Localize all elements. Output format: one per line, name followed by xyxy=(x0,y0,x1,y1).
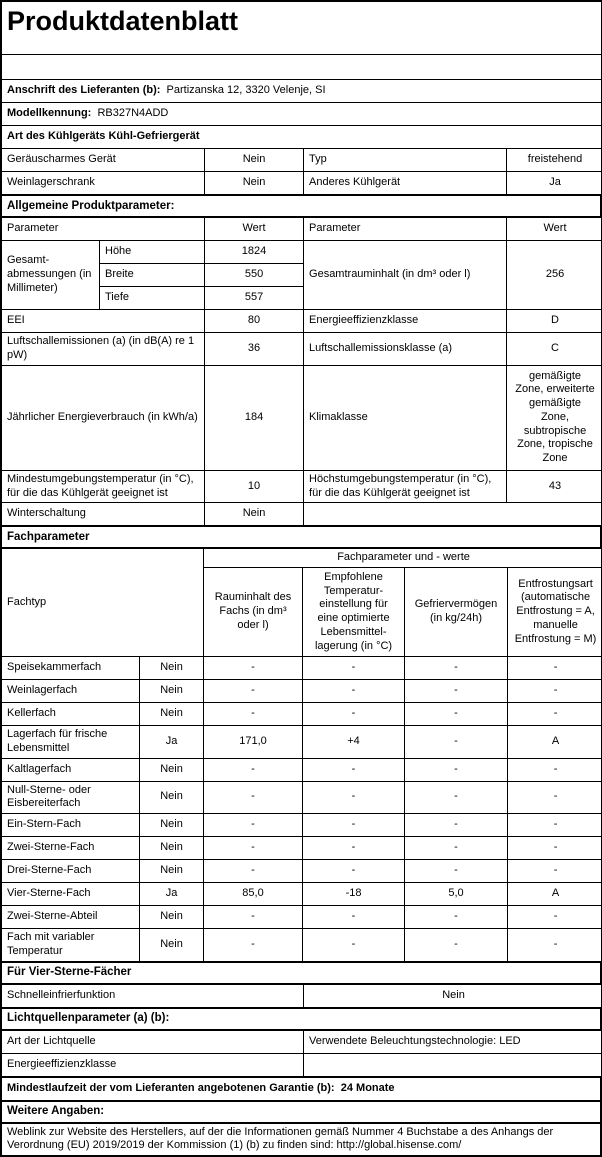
compartment-name: Vier-Sterne-Fach xyxy=(2,883,140,906)
supplier-value: Partizanska 12, 3320 Velenje, SI xyxy=(167,84,326,96)
param-label-cell: Klimaklasse xyxy=(304,365,507,470)
dimension-value: 550 xyxy=(205,264,304,287)
supplier-cell xyxy=(2,80,602,103)
param-value-cell: 10 xyxy=(205,470,304,503)
param-label-cell: Typ xyxy=(304,149,507,172)
compartment-temp: - xyxy=(303,758,405,781)
compartment-defrost: - xyxy=(508,703,602,726)
fach-section-header xyxy=(1,526,601,548)
param-label-cell: Art der Lichtquelle xyxy=(2,1030,304,1053)
compartment-volume: - xyxy=(204,837,303,860)
compartment-present: Nein xyxy=(140,680,204,703)
param-label-cell: Schnelleinfrierfunktion xyxy=(2,984,304,1007)
table-row xyxy=(2,860,602,883)
param-label-cell: Mindestumgebungstemperatur (in °C), für die das Kühlgerät geeignet ist xyxy=(2,470,205,503)
light-section-header xyxy=(1,1008,601,1030)
param-label-cell: Weinlagerschrank xyxy=(2,172,205,195)
compartment-freeze: - xyxy=(405,680,508,703)
section-title: Allgemeine Produktparameter: xyxy=(2,196,601,217)
more-info-table xyxy=(1,1123,601,1157)
compartment-volume: - xyxy=(204,814,303,837)
param-value-cell: 80 xyxy=(205,310,304,333)
column-header: Parameter xyxy=(304,218,507,241)
warranty-value: 24 Monate xyxy=(341,1082,395,1094)
compartment-volume: - xyxy=(204,703,303,726)
compartment-freeze: - xyxy=(405,781,508,814)
compartment-defrost: - xyxy=(508,837,602,860)
compartment-temp: - xyxy=(303,703,405,726)
compartment-temp: +4 xyxy=(303,726,405,759)
compartment-present: Nein xyxy=(140,657,204,680)
compartment-freeze: - xyxy=(405,657,508,680)
section-header-row xyxy=(2,1101,601,1122)
page-title: Produktdatenblatt xyxy=(2,2,602,55)
compartment-present: Nein xyxy=(140,781,204,814)
table-row xyxy=(2,883,602,906)
compartment-name: Weinlagerfach xyxy=(2,680,140,703)
compartment-freeze: - xyxy=(405,906,508,929)
empty-cell xyxy=(304,503,602,526)
table-row xyxy=(2,365,602,470)
compartment-present: Ja xyxy=(140,883,204,906)
compartment-freeze: - xyxy=(405,703,508,726)
compartment-temp: - xyxy=(303,657,405,680)
general-params-table xyxy=(1,217,602,526)
volume-value: 256 xyxy=(507,241,602,310)
column-header: Gefriervermögen (in kg/24h) xyxy=(405,568,508,657)
dimension-value: 1824 xyxy=(205,241,304,264)
group-header-row xyxy=(2,549,602,568)
param-label-cell: Winterschaltung xyxy=(2,503,205,526)
param-value-cell: Nein xyxy=(205,172,304,195)
table-row xyxy=(2,906,602,929)
model-label: Modellkennung: xyxy=(7,107,91,119)
table-row xyxy=(2,657,602,680)
dimension-value: 557 xyxy=(205,287,304,310)
compartment-freeze: - xyxy=(405,726,508,759)
volume-label: Gesamtrauminhalt (in dm³ oder l) xyxy=(304,241,507,310)
compartment-temp: - xyxy=(303,781,405,814)
table-row xyxy=(2,1053,602,1076)
supplier-label: Anschrift des Lieferanten (b): xyxy=(7,84,160,96)
compartment-present: Nein xyxy=(140,837,204,860)
compartment-name: Kellerfach xyxy=(2,703,140,726)
table-row xyxy=(2,814,602,837)
param-value-cell: Nein xyxy=(304,984,602,1007)
warranty-table xyxy=(1,1077,601,1101)
compartment-present: Nein xyxy=(140,860,204,883)
section-title: Für Vier-Sterne-Fächer xyxy=(2,962,601,983)
model-row xyxy=(2,103,602,126)
empty-cell xyxy=(304,1053,602,1076)
param-label-cell: Jährlicher Energieverbrauch (in kWh/a) xyxy=(2,365,205,470)
section-title: Weitere Angaben: xyxy=(2,1101,601,1122)
table-row xyxy=(2,503,602,526)
dimension-name: Tiefe xyxy=(100,287,205,310)
column-header: Wert xyxy=(507,218,602,241)
table-row xyxy=(2,929,602,962)
param-value-cell: D xyxy=(507,310,602,333)
table-row xyxy=(2,333,602,366)
compartment-present: Nein xyxy=(140,906,204,929)
table-row xyxy=(2,758,602,781)
compartment-freeze: - xyxy=(405,837,508,860)
section-title: Fachparameter xyxy=(2,527,601,548)
table-row xyxy=(2,470,602,503)
compartment-temp: -18 xyxy=(303,883,405,906)
param-label-cell: EEI xyxy=(2,310,205,333)
compartment-present: Nein xyxy=(140,703,204,726)
compartment-name: Drei-Sterne-Fach xyxy=(2,860,140,883)
compartment-volume: 171,0 xyxy=(204,726,303,759)
compartment-name: Speisekammerfach xyxy=(2,657,140,680)
dimension-name: Breite xyxy=(100,264,205,287)
compartment-defrost: - xyxy=(508,781,602,814)
section-header-row xyxy=(2,962,601,983)
four-star-table xyxy=(1,984,602,1008)
compartment-temp: - xyxy=(303,680,405,703)
compartment-present: Nein xyxy=(140,758,204,781)
model-cell xyxy=(2,103,602,126)
compartment-defrost: - xyxy=(508,860,602,883)
param-label-cell: Luftschallemissionsklasse (a) xyxy=(304,333,507,366)
param-value-cell: Verwendete Beleuchtungstechnologie: LED xyxy=(304,1030,602,1053)
dimensions-label: Gesamt-abmessungen (in Millimeter) xyxy=(2,241,100,310)
table-row xyxy=(2,2,602,55)
compartment-name: Zwei-Sterne-Abteil xyxy=(2,906,140,929)
compartment-defrost: - xyxy=(508,906,602,929)
compartment-temp: - xyxy=(303,860,405,883)
fachtyp-header: Fachtyp xyxy=(2,549,204,657)
table-row xyxy=(2,310,602,333)
table-row xyxy=(2,680,602,703)
column-header: Empfohlene Temperatur-einstellung für eine optimierte Lebensmittel-lagerung (in °C) xyxy=(303,568,405,657)
param-value-cell: 36 xyxy=(205,333,304,366)
weblink-text: Weblink zur Website des Herstellers, auf der die Informationen gemäß Nummer 4 Buchstabe a des Anhangs der Verordnung (EU) 2019/2019 der Kommission (1) (b) zu finden sind: http://global.hisense.com/ xyxy=(2,1123,601,1156)
param-value-cell: Ja xyxy=(507,172,602,195)
compartment-volume: - xyxy=(204,906,303,929)
compartment-temp: - xyxy=(303,929,405,962)
param-label-cell: Energieeffizienzklasse xyxy=(304,310,507,333)
section-title: Lichtquellenparameter (a) (b): xyxy=(2,1008,601,1029)
supplier-row xyxy=(2,80,602,103)
compartment-table xyxy=(1,548,602,961)
table-row xyxy=(2,837,602,860)
compartment-defrost: A xyxy=(508,726,602,759)
compartment-defrost: - xyxy=(508,758,602,781)
group-header: Fachparameter und - werte xyxy=(204,549,602,568)
general-section-header xyxy=(1,195,601,217)
compartment-defrost: - xyxy=(508,814,602,837)
compartment-freeze: - xyxy=(405,814,508,837)
compartment-volume: - xyxy=(204,680,303,703)
compartment-present: Nein xyxy=(140,929,204,962)
compartment-name: Null-Sterne- oder Eisbereiterfach xyxy=(2,781,140,814)
table-row xyxy=(2,149,602,172)
spacer-row xyxy=(2,55,602,80)
compartment-defrost: A xyxy=(508,883,602,906)
light-table xyxy=(1,1030,602,1077)
compartment-volume: - xyxy=(204,781,303,814)
compartment-volume: - xyxy=(204,657,303,680)
column-header: Wert xyxy=(205,218,304,241)
param-label-cell: Höchstumgebungstemperatur (in °C), für die das Kühlgerät geeignet ist xyxy=(304,470,507,503)
compartment-temp: - xyxy=(303,837,405,860)
param-value-cell: 184 xyxy=(205,365,304,470)
spacer-cell xyxy=(2,55,602,80)
appliance-type-row xyxy=(2,126,602,149)
four-star-section-header xyxy=(1,962,601,984)
weblink-row xyxy=(2,1123,601,1156)
compartment-volume: - xyxy=(204,860,303,883)
compartment-present: Nein xyxy=(140,814,204,837)
compartment-freeze: 5,0 xyxy=(405,883,508,906)
compartment-name: Zwei-Sterne-Fach xyxy=(2,837,140,860)
compartment-name: Fach mit variabler Temperatur xyxy=(2,929,140,962)
param-value-cell: C xyxy=(507,333,602,366)
appliance-type-label: Art des Kühlgeräts xyxy=(7,130,105,142)
param-label-cell: Anderes Kühlgerät xyxy=(304,172,507,195)
compartment-volume: - xyxy=(204,758,303,781)
compartment-defrost: - xyxy=(508,929,602,962)
more-info-section-header xyxy=(1,1101,601,1123)
compartment-volume: - xyxy=(204,929,303,962)
warranty-row xyxy=(2,1077,601,1100)
dimensions-row xyxy=(2,241,602,264)
model-value: RB327N4ADD xyxy=(97,107,168,119)
dimension-name: Höhe xyxy=(100,241,205,264)
column-header: Entfrostungsart (automatische Entfrostung = A, manuelle Entfrostung = M) xyxy=(508,568,602,657)
param-label-cell: Energieeffizienzklasse xyxy=(2,1053,304,1076)
table-row xyxy=(2,703,602,726)
compartment-freeze: - xyxy=(405,860,508,883)
param-value-cell: 43 xyxy=(507,470,602,503)
table-row xyxy=(2,726,602,759)
compartment-temp: - xyxy=(303,814,405,837)
section-header-row xyxy=(2,527,601,548)
compartment-defrost: - xyxy=(508,657,602,680)
compartment-present: Ja xyxy=(140,726,204,759)
table-row xyxy=(2,1030,602,1053)
appliance-type-cell xyxy=(2,126,602,149)
warranty-cell xyxy=(2,1077,601,1100)
table-row xyxy=(2,172,602,195)
appliance-type-value: Kühl-Gefriergerät xyxy=(108,130,199,142)
param-value-cell: gemäßigte Zone, erweiterte gemäßigte Zone, subtropische Zone, tropische Zone xyxy=(507,365,602,470)
compartment-volume: 85,0 xyxy=(204,883,303,906)
param-value-cell: Nein xyxy=(205,503,304,526)
column-header-row xyxy=(2,218,602,241)
param-value-cell: Nein xyxy=(205,149,304,172)
compartment-freeze: - xyxy=(405,758,508,781)
section-header-row xyxy=(2,196,601,217)
param-value-cell: freistehend xyxy=(507,149,602,172)
warranty-label: Mindestlaufzeit der vom Lieferanten angebotenen Garantie (b): xyxy=(7,1082,335,1094)
column-header: Parameter xyxy=(2,218,205,241)
column-header: Rauminhalt des Fachs (in dm³ oder l) xyxy=(204,568,303,657)
table-row xyxy=(2,781,602,814)
section-header-row xyxy=(2,1008,601,1029)
compartment-temp: - xyxy=(303,906,405,929)
param-label-cell: Luftschallemissionen (a) (in dB(A) re 1 pW) xyxy=(2,333,205,366)
compartment-freeze: - xyxy=(405,929,508,962)
header-table xyxy=(1,1,602,195)
compartment-name: Ein-Stern-Fach xyxy=(2,814,140,837)
compartment-name: Lagerfach für frische Lebensmittel xyxy=(2,726,140,759)
param-label-cell: Geräuscharmes Gerät xyxy=(2,149,205,172)
compartment-defrost: - xyxy=(508,680,602,703)
table-row xyxy=(2,984,602,1007)
compartment-name: Kaltlagerfach xyxy=(2,758,140,781)
